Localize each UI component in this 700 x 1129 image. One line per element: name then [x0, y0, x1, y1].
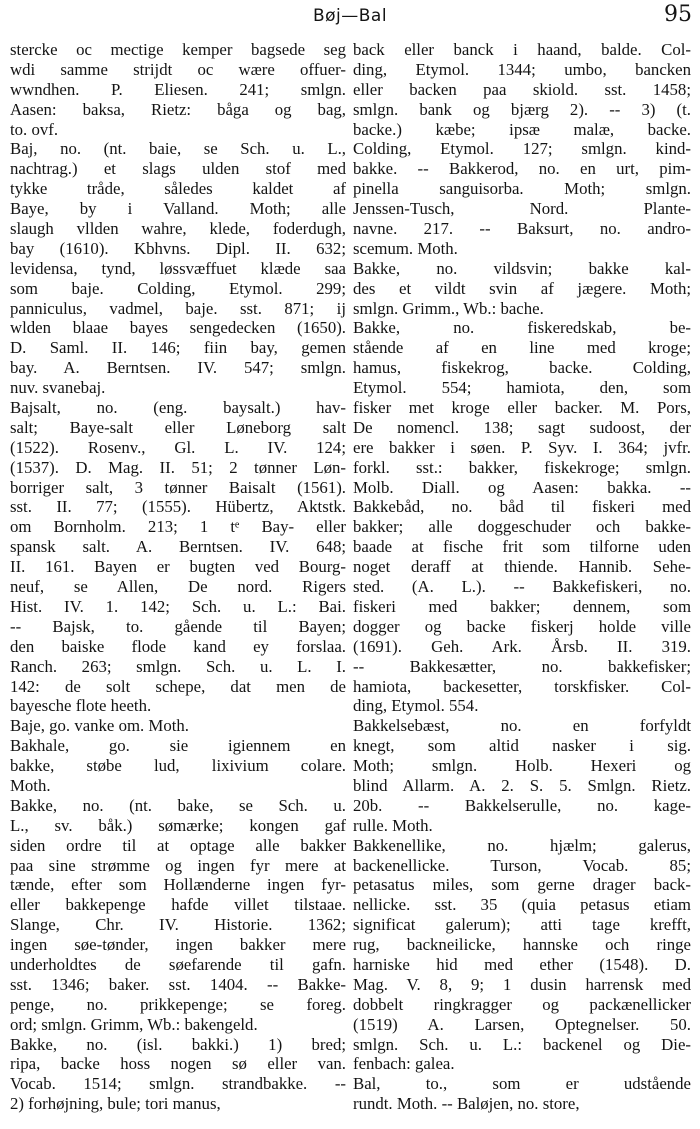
left-column: [10, 40, 346, 1114]
text-line: knegt, som altid nasker i sig.: [353, 736, 691, 756]
text-line: wwndhen. P. Eliesen. 241; smlgn.: [10, 79, 346, 99]
text-line: des et vildt svin af jægere. Moth;: [353, 278, 691, 298]
text-line: (1519) A. Larsen, Optegnelser. 50.: [353, 1014, 691, 1034]
text-line: Bakkelsebæst, no. en forfyldt: [353, 716, 691, 736]
text-line: ingen søe-tønder, ingen bakker mere: [10, 935, 346, 955]
text-line: eller backen paa skiold. sst. 1458;: [353, 79, 691, 99]
text-line: Mag. V. 8, 9; 1 dusin harrensk med: [353, 974, 691, 994]
text-line: significat galerum); atti tage krefft,: [353, 915, 691, 935]
text-line: Bakke, no. (nt. bake, se Sch. u.: [10, 795, 346, 815]
text-line: Vocab. 1514; smlgn. strandbakke. --: [10, 1074, 346, 1094]
text-line: wdi samme strijdt oc wære offuer-: [10, 59, 346, 79]
text-line: wlden blaae bayes sengedecken (1650).: [10, 318, 346, 338]
text-line: II. 161. Bayen er bugten ved Bourg-: [10, 557, 346, 577]
text-line: to. ovf.: [10, 119, 59, 139]
text-line: penge, no. prikkepenge; se foreg.: [10, 994, 346, 1014]
text-line: smlgn. bank og bjærg 2). -- 3) (t.: [353, 99, 691, 119]
text-line: scemum. Moth.: [353, 238, 458, 258]
text-line: pinella sanguisorba. Moth; smlgn.: [353, 179, 691, 199]
text-line: Slange, Chr. IV. Historie. 1362;: [10, 915, 346, 935]
text-line: Moth.: [10, 775, 51, 795]
text-line: D. Saml. II. 146; fiin bay, gemen: [10, 338, 346, 358]
text-line: Bakke, no. vildsvin; bakke kal-: [353, 258, 691, 278]
text-line: rulle. Moth.: [353, 815, 433, 835]
text-line: rug, backneilicke, hannske och ringe: [353, 935, 691, 955]
text-line: backenellicke. Turson, Vocab. 85;: [353, 855, 691, 875]
text-line: salt; Baye-salt eller Løneborg salt: [10, 417, 346, 437]
text-line: blind Allarm. A. 2. S. 5. Smlgn. Rietz.: [353, 775, 691, 795]
text-line: fenbach: galea.: [353, 1054, 455, 1074]
text-line: Bakkenellike, no. hjælm; galerus,: [353, 835, 691, 855]
text-line: siden ordre til at optage alle bakker: [10, 835, 346, 855]
text-line: (1522). Rosenv., Gl. L. IV. 124;: [10, 437, 346, 457]
text-line: rundt. Moth. -- Baløjen, no. store,: [353, 1094, 580, 1114]
text-line: backe.) kæbe; ipsæ malæ, backe.: [353, 119, 691, 139]
text-line: Colding, Etymol. 127; smlgn. kind-: [353, 139, 691, 159]
text-line: 2) forhøjning, bule; tori manus,: [10, 1094, 221, 1114]
text-line: Moth; smlgn. Holb. Hexeri og: [353, 756, 691, 776]
text-line: baade at fische frit som tilforne uden: [353, 537, 691, 557]
text-line: underholdtes de søefarende til gafn.: [10, 954, 346, 974]
text-line: fiskeri med bakker; dennem, som: [353, 596, 691, 616]
text-line: levidensa, tynd, løssvæffuet klæde saa: [10, 258, 346, 278]
text-line: neuf, se Allen, De nord. Rigers: [10, 577, 346, 597]
text-line: Bal, to., som er udstående: [353, 1074, 691, 1094]
text-line: Hist. IV. 1. 142; Sch. u. L.: Bai.: [10, 596, 346, 616]
text-line: Baye, by i Valland. Moth; alle: [10, 199, 346, 219]
text-line: 20b. -- Bakkelserulle, no. kage-: [353, 795, 691, 815]
text-line: De nomencl. 138; sagt sudoost, der: [353, 417, 691, 437]
text-line: bayesche flote heeth.: [10, 696, 152, 716]
right-column: [353, 40, 691, 1114]
text-line: 142: de solt schepe, dat men de: [10, 676, 346, 696]
text-line: (1691). Geh. Ark. Årsb. II. 319.: [353, 636, 691, 656]
page-number: 95: [664, 2, 692, 27]
text-line: Bakke, no. (isl. bakki.) 1) bred;: [10, 1034, 346, 1054]
text-line: -- Bajsk, to. gående til Bayen;: [10, 616, 346, 636]
text-line: bakker; alle doggeschuder och bakke-: [353, 517, 691, 537]
text-line: paa sine strømme og ingen fyr mere at: [10, 855, 346, 875]
text-line: bay. A. Berntsen. IV. 547; smlgn.: [10, 358, 346, 378]
text-line: tænde, efter som Hollænderne ingen fyr-: [10, 875, 346, 895]
text-line: nellicke. sst. 35 (quia petasus etiam: [353, 895, 691, 915]
text-line: hamiota, backesetter, torskfisker. Col-: [353, 676, 691, 696]
text-line: hamus, fiskekrog, backe. Colding,: [353, 358, 691, 378]
page-header: [0, 0, 700, 36]
text-line: slaugh vllden wahre, klede, foderdugh,: [10, 219, 346, 239]
text-line: som baje. Colding, Etymol. 299;: [10, 278, 346, 298]
text-line: fisker met kroge eller backer. M. Pors,: [353, 398, 691, 418]
text-line: Bakke, no. fiskeredskab, be-: [353, 318, 691, 338]
text-line: den baiske flode kand ey forslaa.: [10, 636, 346, 656]
text-line: sst. II. 77; (1555). Hübertz, Aktstk.: [10, 497, 346, 517]
text-line: (1537). D. Mag. II. 51; 2 tønner Løn-: [10, 457, 346, 477]
text-line: Baje, go. vanke om. Moth.: [10, 716, 189, 736]
text-line: Ranch. 263; smlgn. Sch. u. L. I.: [10, 656, 346, 676]
text-line: tykke tråde, således kaldet af: [10, 179, 346, 199]
text-line: panniculus, vadmel, baje. sst. 871; ij: [10, 298, 346, 318]
text-line: back eller banck i haand, balde. Col-: [353, 40, 691, 59]
text-line: stående af en line med kroge;: [353, 338, 691, 358]
text-line: smlgn. Sch. u. L.: backenel og Die-: [353, 1034, 691, 1054]
text-line: eller bakkepenge hafde villet tilstaae.: [10, 895, 346, 915]
text-line: nuv. svanebaj.: [10, 378, 106, 398]
text-line: Bakhale, go. sie igiennem en: [10, 736, 346, 756]
text-line: -- Bakkesætter, no. bakkefisker;: [353, 656, 691, 676]
text-line: ripa, backe hoss nogen sø eller van.: [10, 1054, 346, 1074]
text-line: Jenssen-Tusch, Nord. Plante-: [353, 199, 691, 219]
text-line: Aasen: baksa, Rietz: båga og bag,: [10, 99, 346, 119]
running-head: Bøj—Bal: [312, 6, 388, 26]
text-line: sst. 1346; baker. sst. 1404. -- Bakke-: [10, 974, 346, 994]
text-line: L., sv. båk.) sømærke; kongen gaf: [10, 815, 346, 835]
text-line: Bakkebåd, no. båd til fiskeri med: [353, 497, 691, 517]
text-line: Bajsalt, no. (eng. baysalt.) hav-: [10, 398, 346, 418]
text-line: spansk salt. A. Berntsen. IV. 648;: [10, 537, 346, 557]
text-line: Etymol. 554; hamiota, den, som: [353, 378, 691, 398]
text-line: ding, Etymol. 554.: [353, 696, 479, 716]
text-line: ding, Etymol. 1344; umbo, bancken: [353, 59, 691, 79]
text-line: harniske hid med ether (1548). D.: [353, 954, 691, 974]
text-line: borriger salt, 3 tønner Baisalt (1561).: [10, 477, 346, 497]
text-line: ere bakker i søen. P. Syv. I. 364; jvfr.: [353, 437, 691, 457]
text-line: navne. 217. -- Baksurt, no. andro-: [353, 219, 691, 239]
text-line: Baj, no. (nt. baie, se Sch. u. L.,: [10, 139, 346, 159]
text-line: stercke oc mectige kemper bagsede seg: [10, 40, 346, 59]
text-line: ord; smlgn. Grimm, Wb.: bakengeld.: [10, 1014, 258, 1034]
text-line: sted. (A. L.). -- Bakkefiskeri, no.: [353, 577, 691, 597]
text-line: om Bornholm. 213; 1 tᵉ Bay- eller: [10, 517, 346, 537]
text-line: Molb. Diall. og Aasen: bakka. --: [353, 477, 691, 497]
text-line: petasatus miles, som gerne drager back-: [353, 875, 691, 895]
text-line: forkl. sst.: bakker, fiskekroge; smlgn.: [353, 457, 691, 477]
text-line: bakke, støbe lud, lixivium colare.: [10, 756, 346, 776]
text-line: bay (1610). Kbhvns. Dipl. II. 632;: [10, 238, 346, 258]
text-line: nachtrag.) et slags ulden stof med: [10, 159, 346, 179]
text-line: smlgn. Grimm., Wb.: bache.: [353, 298, 544, 318]
text-line: dobbelt ringkragger og packænellicker: [353, 994, 691, 1014]
column-gutter: [346, 44, 347, 1124]
text-line: bakke. -- Bakkerod, no. en urt, pim-: [353, 159, 691, 179]
text-line: dogger og backe fiskerj holde ville: [353, 616, 691, 636]
text-line: noget deraff at thiende. Hannib. Sehe-: [353, 557, 691, 577]
